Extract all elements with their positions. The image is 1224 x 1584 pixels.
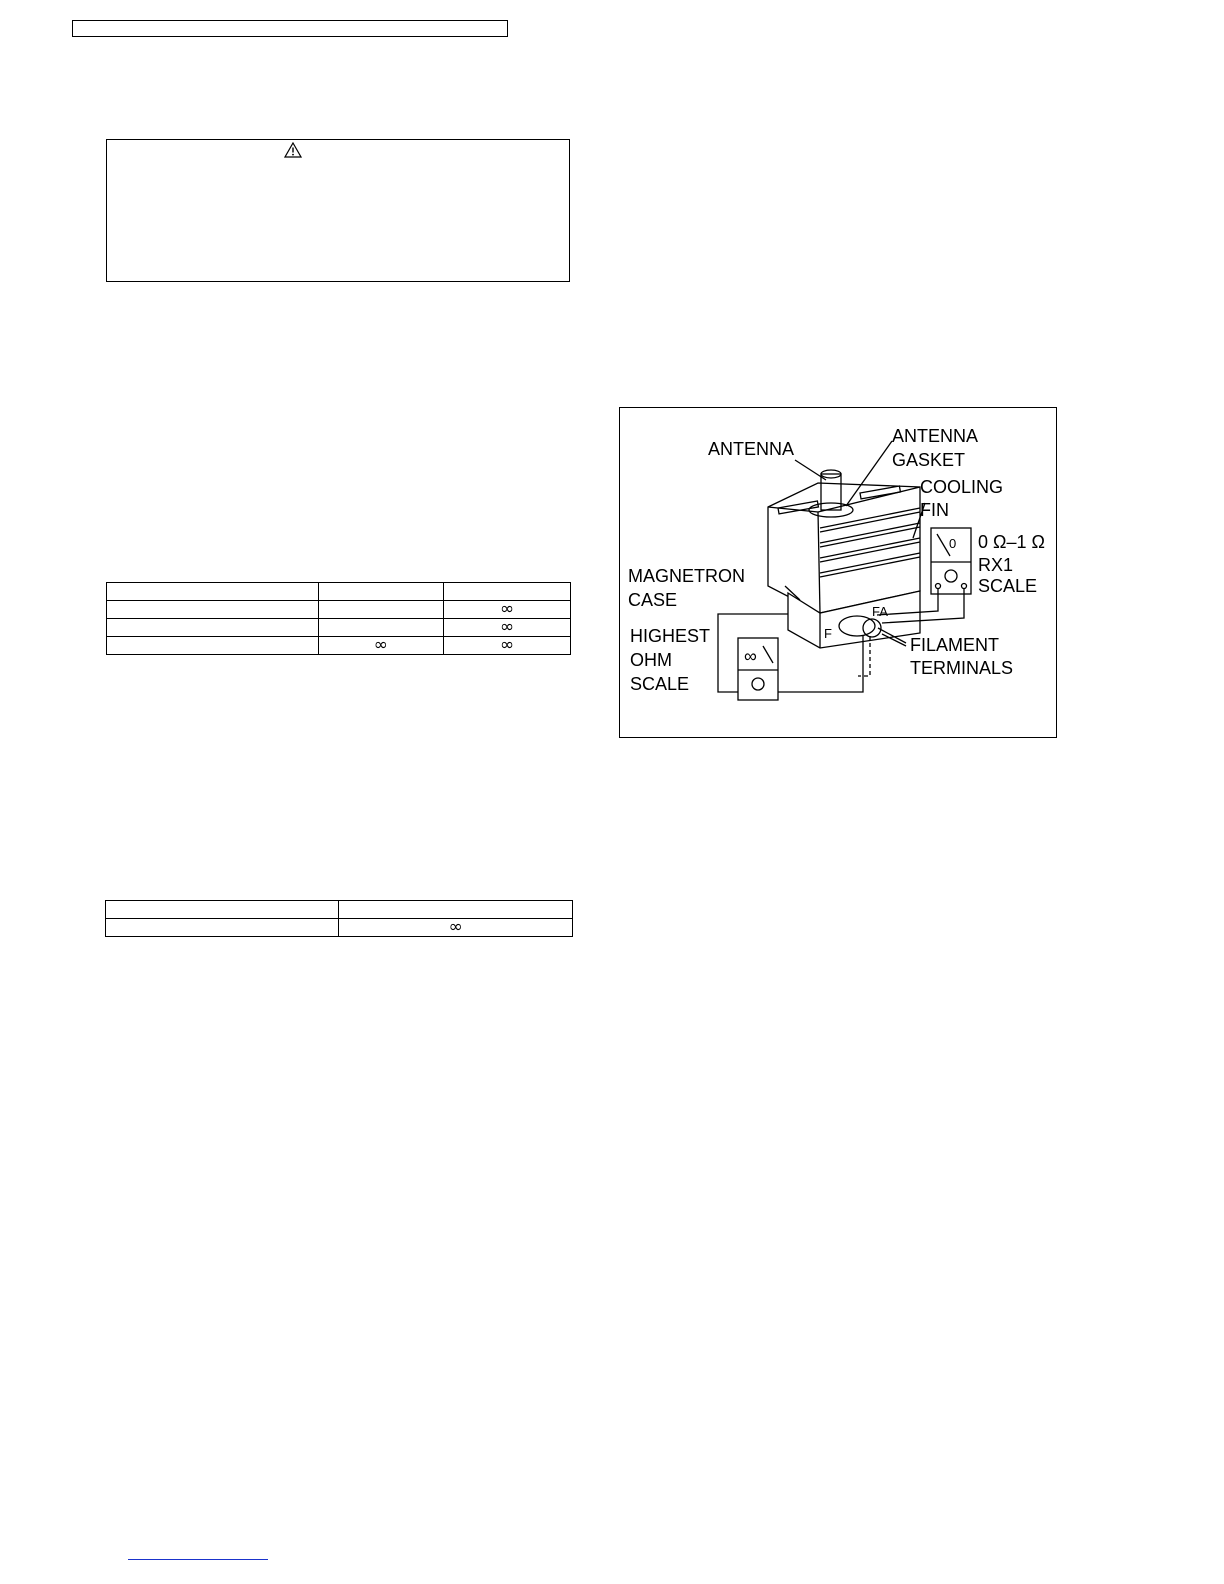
table-cell: ∞ — [318, 637, 444, 655]
table-cell — [107, 637, 319, 655]
table-cell — [107, 583, 319, 601]
low-ohm-scale-label: SCALE — [978, 576, 1038, 596]
table-cell — [318, 583, 444, 601]
cooling-fin-label: COOLING — [920, 477, 1004, 497]
antenna-label: ANTENNA — [708, 439, 795, 459]
table-cell: ∞ — [339, 919, 573, 937]
table-row — [107, 619, 571, 637]
magnetron-illustration — [620, 408, 1058, 739]
low-ohm-scale-label: 0 Ω–1 Ω — [978, 532, 1045, 552]
filament-terminals-label: TERMINALS — [910, 658, 1014, 678]
table-row — [107, 637, 571, 655]
filament-terminals-label: FILAMENT — [910, 635, 1000, 655]
table-cell — [106, 919, 339, 937]
table-cell — [339, 901, 573, 919]
table-cell — [444, 583, 571, 601]
magnetron-case-label: CASE — [628, 590, 678, 610]
magnetron-case-label: MAGNETRON — [628, 566, 745, 586]
meter-infinity-label: ∞ — [744, 646, 757, 666]
resistance-table-1 — [106, 582, 571, 655]
table-cell: ∞ — [444, 637, 571, 655]
highest-ohm-scale-label: OHM — [630, 650, 672, 670]
table-row — [106, 901, 573, 919]
cooling-fin-label: FIN — [920, 500, 949, 520]
footer-link[interactable] — [128, 1559, 268, 1560]
table-cell: ∞ — [444, 601, 571, 619]
low-ohm-scale-label: RX1 — [978, 555, 1014, 575]
meter-zero-label: 0 — [949, 536, 957, 551]
antenna-gasket-label: ANTENNA — [892, 426, 979, 446]
table-row — [107, 583, 571, 601]
header-box — [72, 20, 508, 37]
warning-box — [106, 139, 570, 282]
antenna-gasket-label: GASKET — [892, 450, 966, 470]
table-row — [106, 919, 573, 937]
table-cell — [106, 901, 339, 919]
table-cell — [318, 619, 444, 637]
resistance-table-2 — [105, 900, 573, 937]
table-cell: ∞ — [444, 619, 571, 637]
table-cell — [107, 619, 319, 637]
magnetron-test-diagram — [619, 407, 1057, 738]
table-row — [107, 601, 571, 619]
warning-triangle-icon — [284, 142, 302, 158]
terminal-f-label: F — [824, 626, 832, 641]
highest-ohm-scale-label: HIGHEST — [630, 626, 711, 646]
table-cell — [318, 601, 444, 619]
highest-ohm-scale-label: SCALE — [630, 674, 690, 694]
terminal-fa-label: FA — [872, 604, 888, 619]
table-cell — [107, 601, 319, 619]
